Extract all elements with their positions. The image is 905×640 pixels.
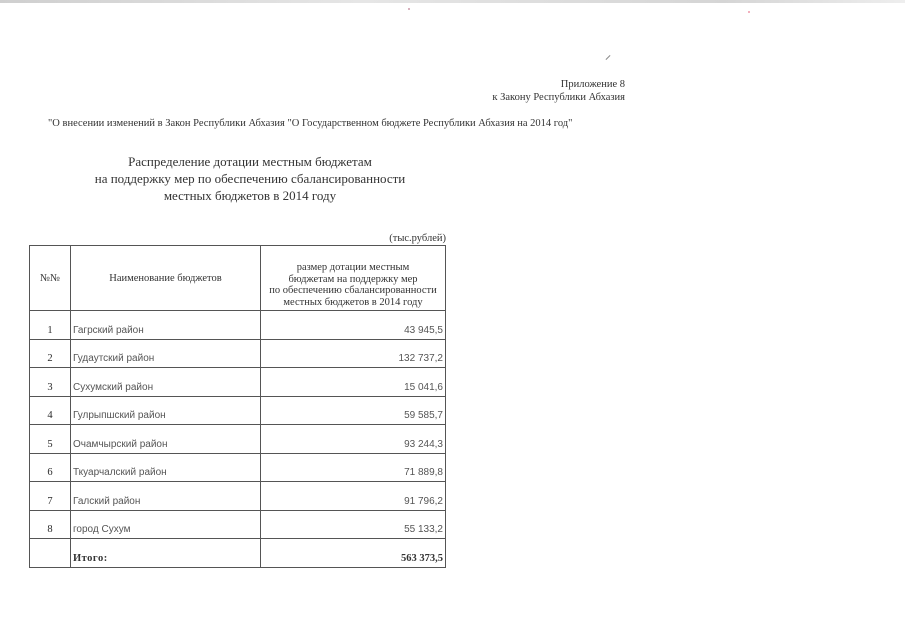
table-row [30,453,446,482]
header-value-line: по обеспечению сбалансированности [269,285,437,296]
unit-label: (тыс.рублей) [389,233,446,244]
appendix-number: Приложение 8 [560,79,625,90]
row-name: Галский район [71,482,261,511]
row-number: 1 [30,311,71,340]
appendix-header [492,78,625,104]
budget-table [29,245,446,568]
table-row [30,510,446,539]
row-name: город Сухум [71,510,261,539]
row-name: Сухумский район [71,368,261,397]
row-number: 8 [30,510,71,539]
row-number: 3 [30,368,71,397]
document-title [60,153,440,204]
row-number: 7 [30,482,71,511]
scan-edge [0,0,905,3]
row-number: 5 [30,425,71,454]
table-row [30,311,446,340]
total-number-cell [30,539,71,568]
table-row [30,482,446,511]
row-value: 71 889,8 [261,453,446,482]
row-value: 91 796,2 [261,482,446,511]
pen-mark [606,55,611,60]
scan-speck [748,11,750,13]
title-line: Распределение дотации местным бюджетам [128,154,372,169]
table-header-row [30,246,446,311]
law-reference: к Закону Республики Абхазия [492,92,625,103]
row-name: Ткуарчалский район [71,453,261,482]
table-row [30,368,446,397]
row-value: 15 041,6 [261,368,446,397]
table-row [30,396,446,425]
table-row [30,339,446,368]
header-name: Наименование бюджетов [71,246,261,311]
total-row [30,539,446,568]
header-value-line: бюджетам на поддержку мер [288,273,418,285]
total-value: 563 373,5 [261,539,446,568]
header-value-line: местных бюджетов в 2014 году [283,296,423,308]
row-value: 93 244,3 [261,425,446,454]
header-value [261,246,446,311]
row-number: 4 [30,396,71,425]
row-value: 43 945,5 [261,311,446,340]
scan-speck [408,8,410,10]
row-value: 55 133,2 [261,510,446,539]
header-value-line: размер дотации местным [296,262,410,273]
row-value: 132 737,2 [261,339,446,368]
row-number: 6 [30,453,71,482]
table-row [30,425,446,454]
row-name: Гагрский район [71,311,261,340]
row-name: Гудаутский район [71,339,261,368]
title-line: местных бюджетов в 2014 году [163,188,337,203]
law-title: "О внесении изменений в Закон Республики Абхазия "О Государственном бюджете Республики Абхазия на 2014 год" [48,118,573,129]
row-value: 59 585,7 [261,396,446,425]
header-number: №№ [30,246,71,311]
row-name: Очамчырский район [71,425,261,454]
title-line: на поддержку мер по обеспечению сбалансированности [94,171,406,186]
total-label: Итого: [71,539,261,568]
row-number: 2 [30,339,71,368]
row-name: Гулрыпшский район [71,396,261,425]
